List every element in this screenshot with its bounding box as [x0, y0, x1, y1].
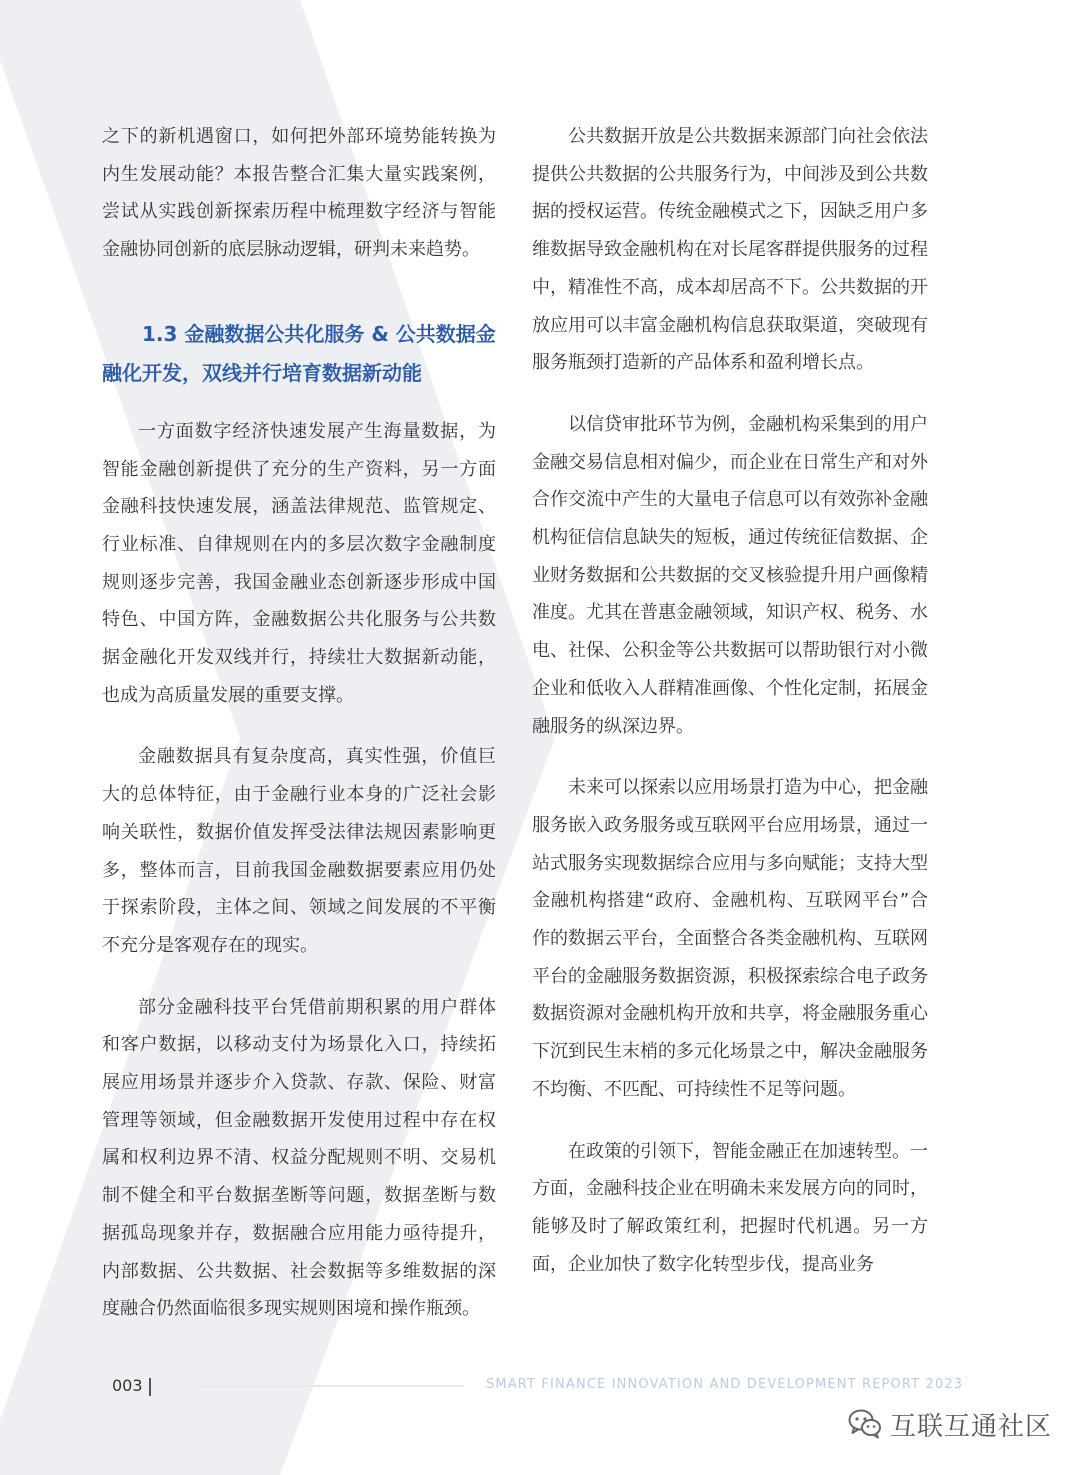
wechat-icon	[848, 1409, 882, 1439]
left-column	[102, 118, 496, 1328]
section-heading: 1.3 金融数据公共化服务 & 公共数据金融化开发，双线并行培育数据新动能	[102, 321, 496, 385]
right-column	[532, 118, 928, 1283]
right-paragraph-2: 以信贷审批环节为例，金融机构采集到的用户金融交易信息相对偏少，而企业在日常生产和对外合作交流中产生的大量电子信息可以有效弥补金融机构征信信息缺失的短板，通过传统征信数据、企业财务数据和公共数据的交叉核验提升用户画像精准度。尤其在普惠金融领域，知识产权、税务、水电、社保、公积金等公共数据可以帮助银行对小微企业和低收入人群精准画像、个性化定制，拓展金融服务的纵深边界。	[532, 413, 928, 737]
left-paragraph-1: 一方面数字经济快速发展产生海量数据，为智能金融创新提供了充分的生产资料，另一方面金融科技快速发展，涵盖法律规范、监管规定、行业标准、自律规则在内的多层次数字金融制度规则逐步完善，我国金融业态创新逐步形成中国特色、中国方阵，金融数据公共化服务与公共数据金融化开发双线并行，持续壮大数据新动能，也成为高质量发展的重要支撑。	[102, 420, 496, 706]
right-paragraph-4: 在政策的引领下，智能金融正在加速转型。一方面，金融科技企业在明确未来发展方向的同时，能够及时了解政策红利，把握时代机遇。另一方面，企业加快了数字化转型步伐，提高业务	[532, 1140, 928, 1275]
intro-paragraph: 之下的新机遇窗口，如何把外部环境势能转换为内生发展动能？本报告整合汇集大量实践案例，尝试从实践创新探索历程中梳理数字经济与智能金融协同创新的底层脉动逻辑，研判未来趋势。	[102, 126, 496, 261]
page-number-separator	[149, 1378, 151, 1396]
footer-divider	[196, 1385, 464, 1387]
right-paragraph-3: 未来可以探索以应用场景打造为中心，把金融服务嵌入政务服务或互联网平台应用场景，通过一站式服务实现数据综合应用与多向赋能；支持大型金融机构搭建“政府、金融机构、互联网平台”合作的数据云平台，全面整合各类金融机构、互联网平台的金融服务数据资源，积极探索综合电子政务数据资源对金融机构开放和共享，将金融服务重心下沉到民生末梢的多元化场景之中，解决金融服务不均衡、不匹配、可持续性不足等问题。	[532, 777, 928, 1100]
right-paragraph-1: 公共数据开放是公共数据来源部门向社会依法提供公共数据的公共服务行为，中间涉及到公共数据的授权运营。传统金融模式之下，因缺乏用户多维数据导致金融机构在对长尾客群提供服务的过程中，精准性不高，成本却居高不下。公共数据的开放应用可以丰富金融机构信息获取渠道，突破现有服务瓶颈打造新的产品体系和盈利增长点。	[532, 126, 928, 374]
watermark	[848, 1402, 1052, 1446]
page-number: 003	[112, 1376, 143, 1395]
left-paragraph-2: 金融数据具有复杂度高，真实性强，价值巨大的总体特征，由于金融行业本身的广泛社会影响关联性，数据价值发挥受法律法规因素影响更多，整体而言，目前我国金融数据要素应用仍处于探索阶段，主体之间、领域之间发展的不平衡不充分是客观存在的现实。	[102, 746, 496, 956]
left-paragraph-3: 部分金融科技平台凭借前期积累的用户群体和客户数据，以移动支付为场景化入口，持续拓展应用场景并逐步介入贷款、存款、保险、财富管理等领域，但金融数据开发使用过程中存在权属和权利边界不清、权益分配规则不明、交易机制不健全和平台数据垄断等问题，数据垄断与数据孤岛现象并存，数据融合应用能力亟待提升，内部数据、公共数据、社会数据等多维数据的深度融合仍然面临很多现实规则困境和操作瓶颈。	[102, 996, 496, 1320]
watermark-text: 互联互通社区	[890, 1411, 1053, 1442]
report-title: SMART FINANCE INNOVATION AND DEVELOPMENT REPORT 2023	[486, 1377, 964, 1392]
